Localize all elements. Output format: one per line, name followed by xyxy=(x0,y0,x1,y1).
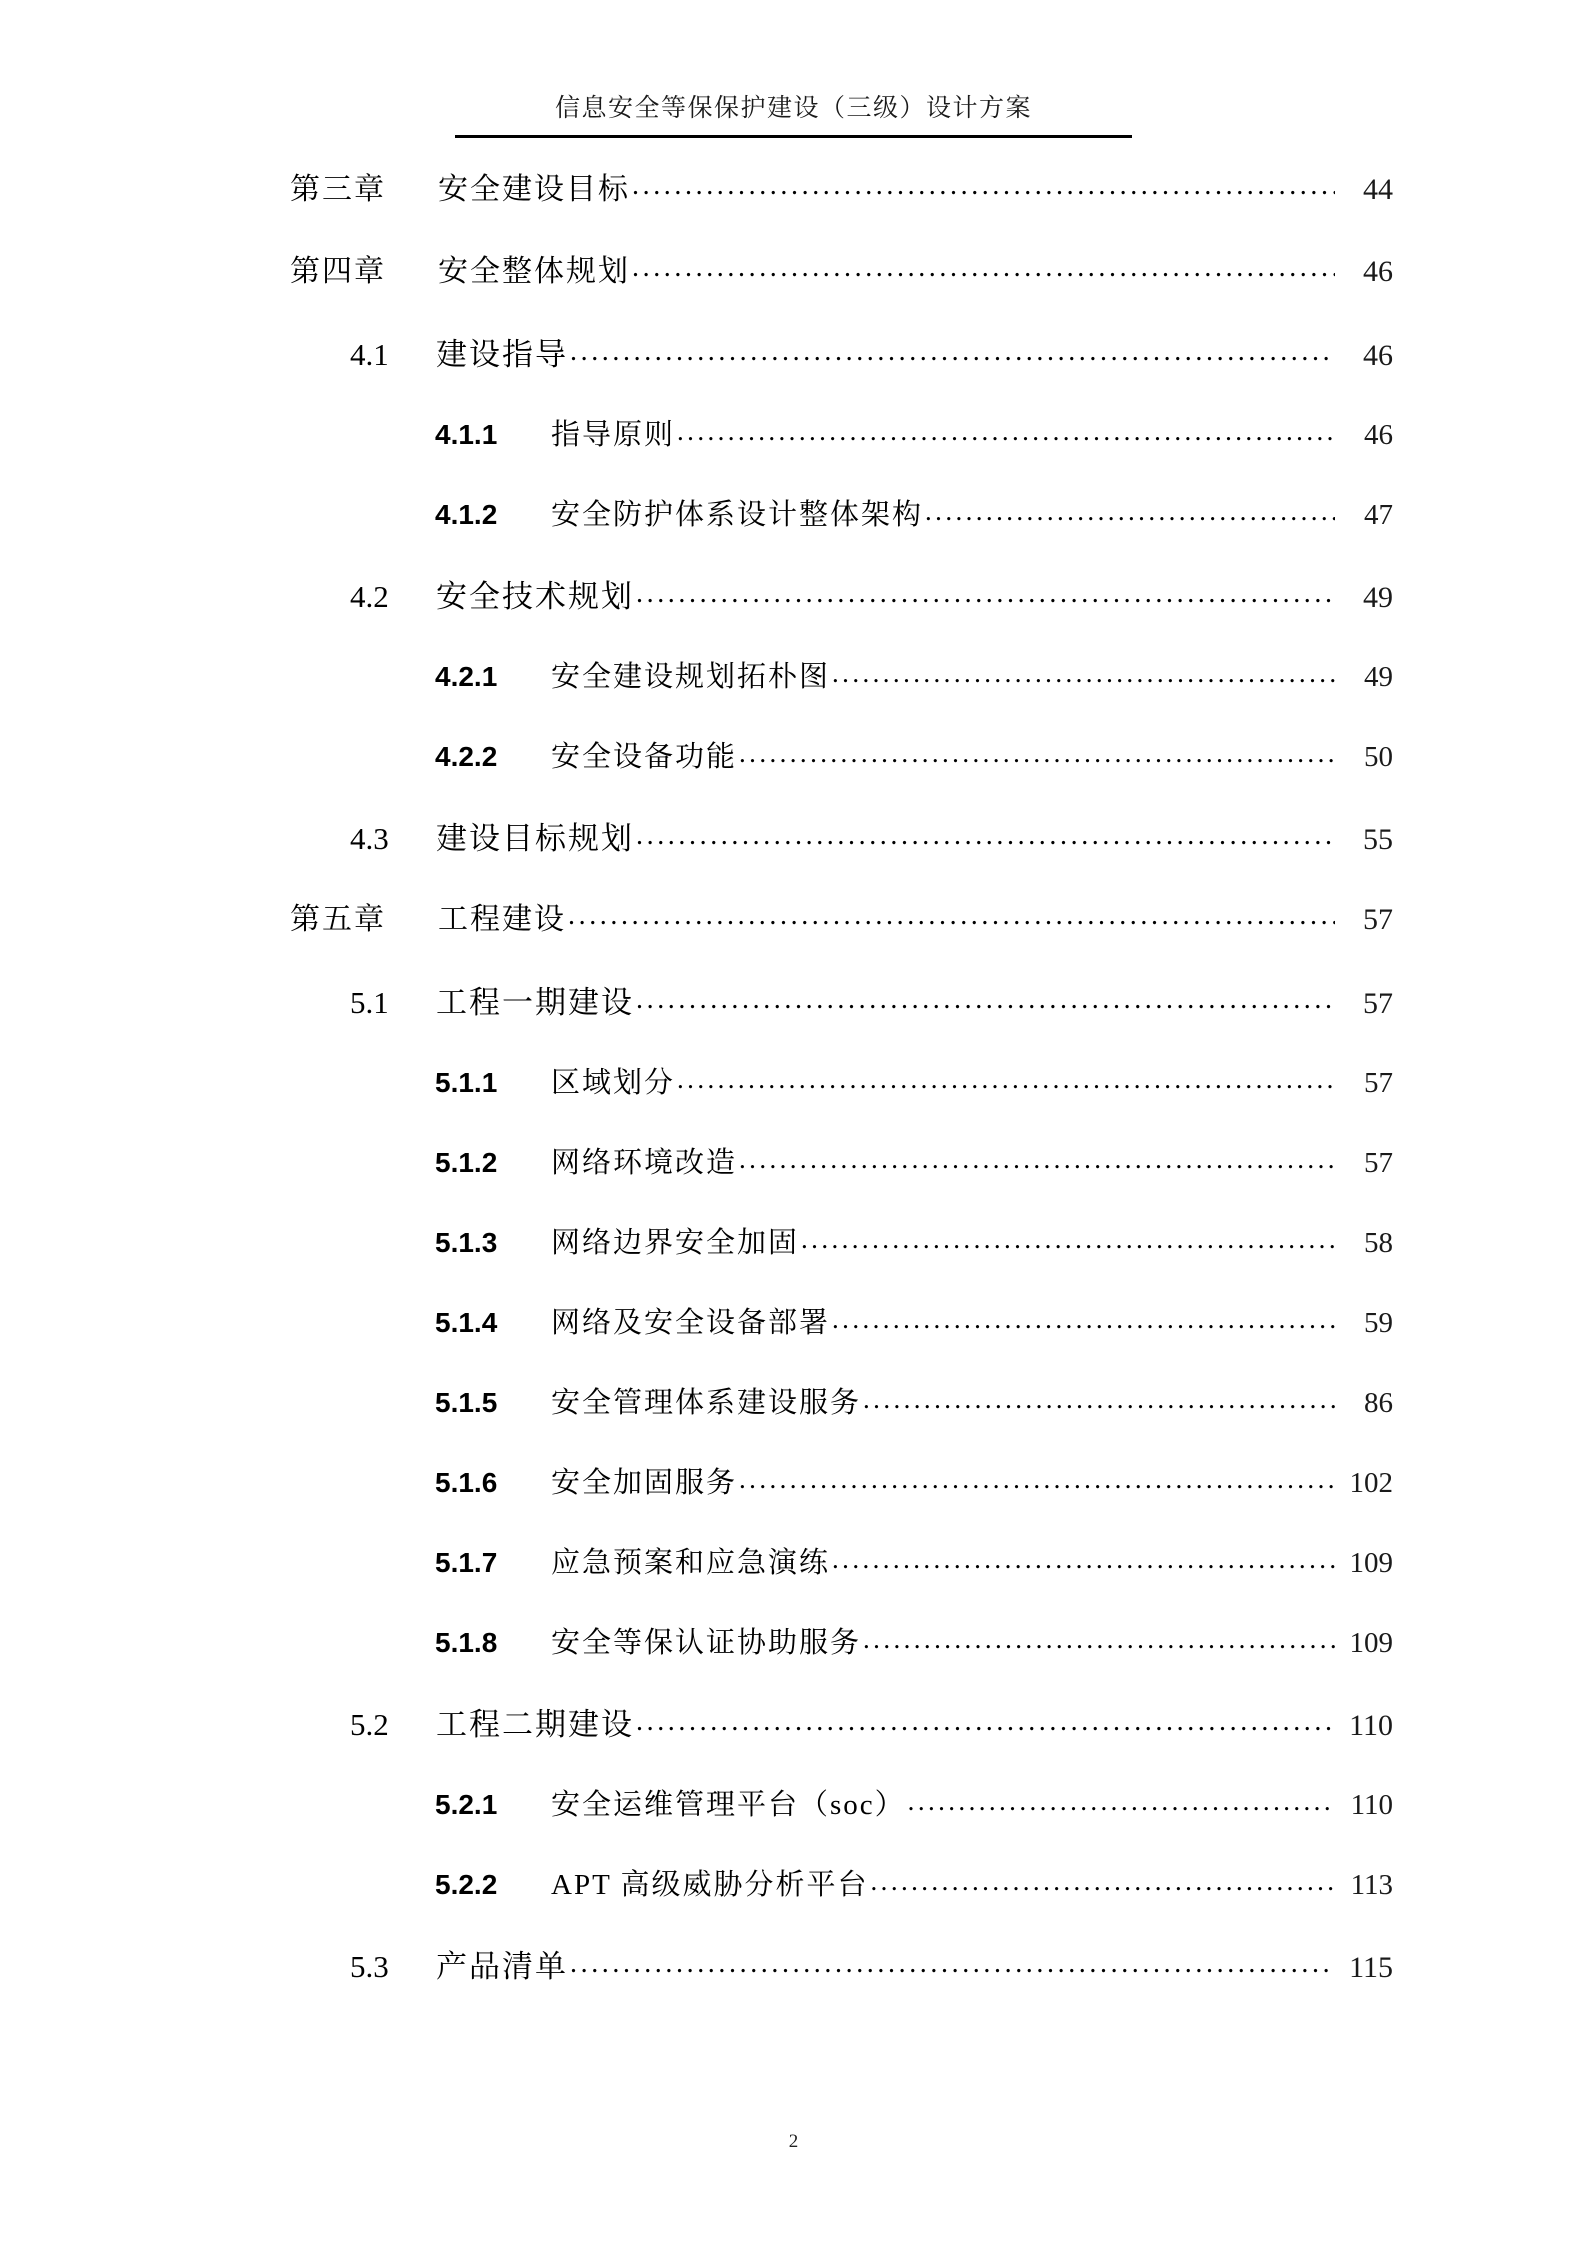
toc-dot-leader xyxy=(636,833,1335,849)
toc-entry-page-number: 47 xyxy=(1364,499,1393,531)
toc-entry-page-number: 57 xyxy=(1363,903,1393,936)
toc-entry-number: 5.1.7 xyxy=(435,1547,498,1578)
toc-entry-title: 安全运维管理平台（soc） xyxy=(551,1789,906,1821)
toc-entry-page-number: 57 xyxy=(1363,987,1393,1020)
toc-entry-title: 安全设备功能 xyxy=(551,741,738,773)
toc-dot-leader xyxy=(801,1236,1335,1252)
toc-entry-page-number: 46 xyxy=(1363,255,1393,288)
toc-entry-number: 5.1.2 xyxy=(435,1147,498,1178)
toc-dot-leader xyxy=(739,1156,1335,1172)
toc-entry-number: 5.3 xyxy=(350,1949,389,1984)
toc-entry-title: 区域划分 xyxy=(551,1067,676,1099)
toc-entry-title: 安全等保认证协助服务 xyxy=(551,1627,862,1659)
toc-entry[interactable] xyxy=(290,1549,1393,1629)
toc-entry[interactable] xyxy=(290,1069,1393,1149)
toc-entry-title: 安全整体规划 xyxy=(438,255,630,288)
toc-entry-number: 4.3 xyxy=(350,821,389,856)
toc-entry-number: 5.1.4 xyxy=(435,1307,498,1338)
toc-entry-title: 工程一期建设 xyxy=(436,985,634,1020)
toc-entry-title: APT 高级威胁分析平台 xyxy=(551,1869,869,1901)
toc-entry-page-number: 58 xyxy=(1364,1227,1393,1259)
running-header xyxy=(0,88,1587,148)
toc-entry-title: 安全建设规划拓朴图 xyxy=(551,661,831,693)
toc-dot-leader xyxy=(570,349,1335,365)
toc-entry-page-number: 109 xyxy=(1349,1547,1393,1579)
footer-page-number: 2 xyxy=(788,2131,799,2152)
toc-dot-leader xyxy=(636,591,1335,607)
toc-dot-leader xyxy=(832,1556,1335,1572)
toc-entry-page-number: 102 xyxy=(1349,1467,1393,1499)
toc-dot-leader xyxy=(863,1396,1335,1412)
toc-entry[interactable] xyxy=(290,743,1393,823)
toc-entry-page-number: 86 xyxy=(1364,1387,1393,1419)
toc-entry-title: 工程建设 xyxy=(438,903,566,936)
toc-dot-leader xyxy=(677,1076,1335,1092)
toc-entry-number: 5.1.3 xyxy=(435,1227,498,1258)
toc-entry-page-number: 109 xyxy=(1349,1627,1393,1659)
toc-entry[interactable] xyxy=(290,421,1393,501)
toc-dot-leader xyxy=(568,913,1335,929)
toc-entry-title: 安全防护体系设计整体架构 xyxy=(551,499,924,531)
toc-entry[interactable] xyxy=(290,1229,1393,1309)
toc-entry-number: 4.1.1 xyxy=(435,419,498,450)
toc-dot-leader xyxy=(832,1316,1335,1332)
toc-entry-title: 安全技术规划 xyxy=(436,579,634,614)
toc-entry-page-number: 49 xyxy=(1364,661,1393,693)
header-title: 信息安全等保保护建设（三级）设计方案 xyxy=(554,95,1032,122)
table-of-contents xyxy=(290,175,1393,2033)
toc-dot-leader xyxy=(632,265,1335,281)
toc-entry-number: 5.1.8 xyxy=(435,1627,498,1658)
toc-entry-number: 第五章 xyxy=(290,903,386,936)
toc-entry-title: 安全建设目标 xyxy=(438,173,630,206)
toc-dot-leader xyxy=(908,1798,1335,1814)
toc-entry-page-number: 49 xyxy=(1363,581,1393,614)
toc-entry-title: 网络环境改造 xyxy=(551,1147,738,1179)
toc-entry-title: 网络边界安全加固 xyxy=(551,1227,800,1259)
toc-entry-title: 网络及安全设备部署 xyxy=(551,1307,831,1339)
page-footer xyxy=(0,2131,1587,2153)
toc-dot-leader xyxy=(636,1719,1335,1735)
toc-entry-number: 4.2.1 xyxy=(435,661,498,692)
toc-dot-leader xyxy=(863,1636,1335,1652)
toc-entry-page-number: 46 xyxy=(1364,419,1393,451)
toc-dot-leader xyxy=(677,428,1335,444)
toc-entry-title: 建设目标规划 xyxy=(436,821,634,856)
toc-entry[interactable] xyxy=(290,1309,1393,1389)
toc-entry[interactable] xyxy=(290,581,1393,663)
toc-entry[interactable] xyxy=(290,1149,1393,1229)
toc-entry[interactable] xyxy=(290,1791,1393,1871)
toc-entry-page-number: 57 xyxy=(1364,1147,1393,1179)
header-divider xyxy=(455,135,1132,138)
toc-entry[interactable] xyxy=(290,987,1393,1069)
toc-entry[interactable] xyxy=(290,1469,1393,1549)
toc-entry-number: 4.2.2 xyxy=(435,741,498,772)
toc-dot-leader xyxy=(739,750,1335,766)
toc-entry-number: 4.1 xyxy=(350,337,389,372)
toc-entry-number: 5.1.1 xyxy=(435,1067,498,1098)
toc-entry-number: 5.2 xyxy=(350,1707,389,1742)
toc-dot-leader xyxy=(739,1476,1335,1492)
toc-dot-leader xyxy=(632,183,1335,199)
toc-entry-page-number: 57 xyxy=(1364,1067,1393,1099)
toc-entry-number: 4.1.2 xyxy=(435,499,498,530)
toc-entry[interactable] xyxy=(290,1629,1393,1709)
toc-entry[interactable] xyxy=(290,823,1393,905)
toc-entry-title: 工程二期建设 xyxy=(436,1707,634,1742)
toc-entry[interactable] xyxy=(290,501,1393,581)
toc-entry-number: 第四章 xyxy=(290,255,386,288)
toc-entry-title: 安全加固服务 xyxy=(551,1467,738,1499)
toc-dot-leader xyxy=(832,670,1335,686)
toc-entry-page-number: 46 xyxy=(1363,339,1393,372)
toc-entry[interactable] xyxy=(290,905,1393,987)
toc-entry-page-number: 113 xyxy=(1350,1869,1393,1901)
toc-entry-number: 5.2.1 xyxy=(435,1789,498,1820)
toc-dot-leader xyxy=(871,1878,1335,1894)
toc-entry[interactable] xyxy=(290,339,1393,421)
toc-entry-title: 指导原则 xyxy=(551,419,676,451)
toc-entry-page-number: 115 xyxy=(1349,1951,1393,1984)
toc-entry[interactable] xyxy=(290,175,1393,257)
toc-dot-leader xyxy=(636,997,1335,1013)
toc-entry-title: 产品清单 xyxy=(436,1949,568,1984)
toc-entry-number: 5.1 xyxy=(350,985,389,1020)
toc-entry[interactable] xyxy=(290,257,1393,339)
toc-dot-leader xyxy=(925,508,1335,524)
toc-entry-number: 4.2 xyxy=(350,579,389,614)
toc-entry-number: 5.1.6 xyxy=(435,1467,498,1498)
toc-entry[interactable] xyxy=(290,1951,1393,2033)
toc-entry-title: 安全管理体系建设服务 xyxy=(551,1387,862,1419)
toc-entry-title: 建设指导 xyxy=(436,337,568,372)
toc-entry-page-number: 110 xyxy=(1350,1789,1393,1821)
toc-entry-title: 应急预案和应急演练 xyxy=(551,1547,831,1579)
toc-entry-page-number: 50 xyxy=(1364,741,1393,773)
toc-entry-number: 5.2.2 xyxy=(435,1869,498,1900)
toc-entry[interactable] xyxy=(290,1709,1393,1791)
toc-entry-number: 第三章 xyxy=(290,173,386,206)
toc-entry-page-number: 55 xyxy=(1363,823,1393,856)
toc-entry-page-number: 110 xyxy=(1349,1709,1393,1742)
toc-entry[interactable] xyxy=(290,663,1393,743)
toc-entry-page-number: 44 xyxy=(1363,173,1393,206)
toc-entry[interactable] xyxy=(290,1389,1393,1469)
toc-dot-leader xyxy=(570,1961,1335,1977)
toc-entry-page-number: 59 xyxy=(1364,1307,1393,1339)
toc-entry[interactable] xyxy=(290,1871,1393,1951)
toc-entry-number: 5.1.5 xyxy=(435,1387,498,1418)
